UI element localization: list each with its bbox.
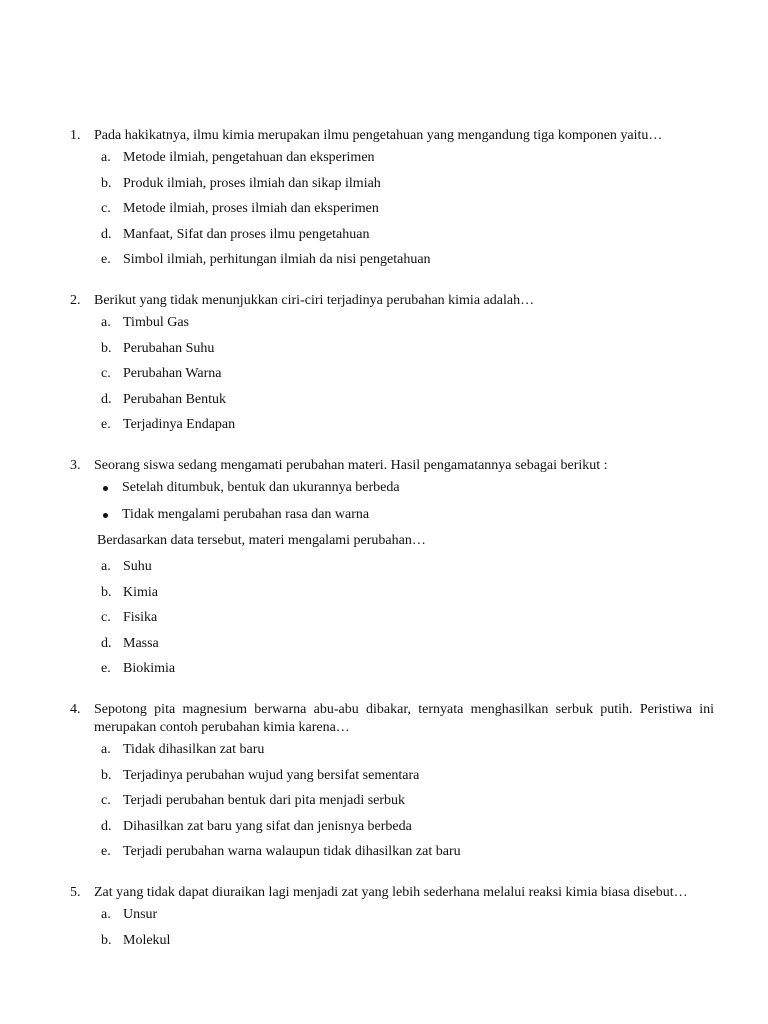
- option-text: Timbul Gas: [123, 315, 190, 330]
- option-text: Manfaat, Sifat dan proses ilmu pengetahuan: [123, 226, 370, 242]
- question-number: 3.: [70, 458, 81, 473]
- option-letter: d.: [101, 635, 112, 651]
- option-a: [70, 310, 714, 336]
- option-b: [70, 171, 714, 197]
- observation-item: [70, 475, 714, 502]
- option-letter: b.: [101, 340, 112, 356]
- observation-item: [70, 502, 714, 529]
- option-c: [70, 605, 714, 631]
- question-text: Zat yang tidak dapat diuraikan lagi menjadi zat yang lebih sederhana melalui reaksi kimia biasa disebut…: [94, 885, 688, 900]
- option-text: Perubahan Bentuk: [123, 391, 227, 407]
- option-text: Metode ilmiah, proses ilmiah dan eksperimen: [123, 201, 379, 216]
- observation-text: Setelah ditumbuk, bentuk dan ukurannya berbeda: [122, 480, 400, 495]
- option-text: Molekul: [123, 932, 171, 948]
- option-text: Massa: [123, 635, 159, 651]
- option-a: [70, 737, 714, 763]
- option-c: [70, 788, 714, 814]
- option-a: [70, 902, 714, 928]
- option-d: [70, 631, 714, 657]
- question-number: 1.: [70, 128, 81, 143]
- option-e: [70, 247, 714, 273]
- option-d: [70, 814, 714, 840]
- option-text: Unsur: [123, 907, 158, 922]
- option-c: [70, 361, 714, 387]
- option-letter: e.: [101, 417, 111, 432]
- question-text: Seorang siswa sedang mengamati perubahan materi. Hasil pengamatannya sebagai berikut :: [94, 458, 608, 473]
- option-text: Perubahan Suhu: [123, 340, 215, 356]
- option-letter: c.: [101, 201, 111, 216]
- option-e: [70, 656, 714, 682]
- option-d: [70, 387, 714, 413]
- option-text: Dihasilkan zat baru yang sifat dan jenisnya berbeda: [123, 818, 412, 834]
- option-letter: b.: [101, 584, 112, 600]
- option-b: [70, 336, 714, 362]
- option-e: [70, 839, 714, 865]
- question-1: [70, 127, 714, 273]
- option-letter: e.: [101, 661, 111, 676]
- question-number: 2.: [70, 293, 81, 308]
- option-letter: a.: [101, 315, 111, 330]
- question-stem: [70, 292, 714, 310]
- option-letter: b.: [101, 175, 112, 191]
- option-letter: c.: [101, 793, 111, 808]
- option-letter: c.: [101, 366, 111, 381]
- bullet-icon: [103, 513, 108, 518]
- option-text: Perubahan Warna: [123, 366, 222, 381]
- question-text: Sepotong pita magnesium berwarna abu-abu dibakar, ternyata menghasilkan serbuk putih. Peristiwa ini merupakan contoh perubahan kimia karena…: [94, 702, 714, 735]
- question-text: Berikut yang tidak menunjukkan ciri-ciri terjadinya perubahan kimia adalah…: [94, 293, 535, 308]
- question-2: [70, 292, 714, 438]
- option-e: [70, 412, 714, 438]
- option-letter: d.: [101, 391, 112, 407]
- option-letter: b.: [101, 932, 112, 948]
- option-text: Kimia: [123, 584, 158, 600]
- question-3: [70, 457, 714, 682]
- option-letter: a.: [101, 742, 111, 757]
- option-b: [70, 580, 714, 606]
- option-a: [70, 554, 714, 580]
- option-letter: a.: [101, 150, 111, 165]
- option-text: Terjadi perubahan warna walaupun tidak dihasilkan zat baru: [123, 844, 461, 859]
- option-letter: c.: [101, 610, 111, 625]
- question-stem: [70, 884, 714, 902]
- option-letter: b.: [101, 767, 112, 783]
- option-c: [70, 196, 714, 222]
- question-4: [70, 701, 714, 865]
- question-5: [70, 884, 714, 953]
- option-text: Fisika: [123, 610, 158, 625]
- option-text: Biokimia: [123, 661, 176, 676]
- question-number: 4.: [70, 702, 81, 717]
- option-letter: d.: [101, 818, 112, 834]
- question-number: 5.: [70, 885, 81, 900]
- question-text: Pada hakikatnya, ilmu kimia merupakan ilmu pengetahuan yang mengandung tiga komponen yaitu…: [94, 128, 663, 143]
- option-text: Produk ilmiah, proses ilmiah dan sikap ilmiah: [123, 175, 381, 191]
- observation-text: Tidak mengalami perubahan rasa dan warna: [122, 506, 370, 522]
- option-d: [70, 222, 714, 248]
- option-text: Terjadi perubahan bentuk dari pita menjadi serbuk: [123, 793, 406, 808]
- option-letter: a.: [101, 907, 111, 922]
- option-letter: e.: [101, 844, 111, 859]
- option-a: [70, 145, 714, 171]
- option-b: [70, 928, 714, 954]
- option-b: [70, 763, 714, 789]
- option-text: Metode ilmiah, pengetahuan dan eksperimen: [123, 150, 375, 165]
- option-text: Tidak dihasilkan zat baru: [123, 742, 265, 757]
- option-text: Terjadinya perubahan wujud yang bersifat sementara: [123, 767, 420, 783]
- option-letter: d.: [101, 226, 112, 242]
- question-stem: [70, 457, 714, 475]
- option-text: Terjadinya Endapan: [123, 417, 236, 432]
- question-note: Berdasarkan data tersebut, materi mengalami perubahan…: [97, 533, 426, 548]
- option-text: Suhu: [123, 559, 152, 574]
- question-stem: [70, 127, 714, 145]
- question-stem: [70, 701, 714, 737]
- option-letter: a.: [101, 559, 111, 574]
- option-text: Simbol ilmiah, perhitungan ilmiah da nisi pengetahuan: [123, 252, 431, 267]
- option-letter: e.: [101, 252, 111, 267]
- bullet-icon: [103, 486, 108, 491]
